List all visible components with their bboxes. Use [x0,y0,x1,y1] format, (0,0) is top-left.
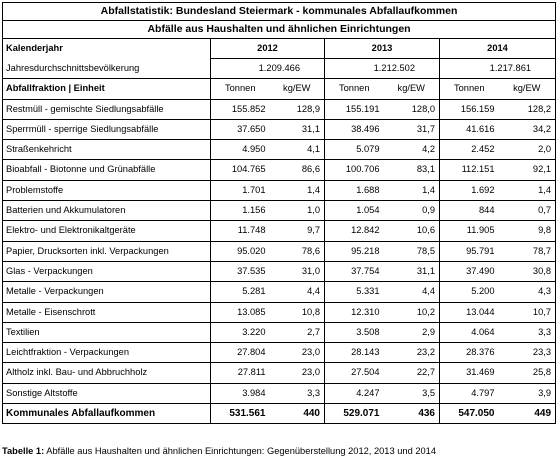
cell-tonnen: 155.191 [325,99,384,119]
cell-tonnen: 1.692 [440,180,499,200]
caption-prefix: Tabelle 1: [2,446,45,456]
table-row [3,322,556,342]
cell-tonnen: 11.748 [211,221,270,241]
cell-tonnen: 1.701 [211,180,270,200]
table-row [3,119,556,139]
unit-tonnen-2014: Tonnen [440,79,499,99]
row-label: Papier, Drucksorten inkl. Verpackungen [3,241,211,261]
cell-tonnen: 156.159 [440,99,499,119]
cell-kg-ew: 1,4 [499,180,556,200]
cell-tonnen: 4.950 [211,140,270,160]
cell-tonnen: 27.504 [325,363,384,383]
cell-tonnen: 531.561 [211,404,270,424]
table-row [3,99,556,119]
cell-kg-ew: 4,1 [270,140,325,160]
cell-kg-ew: 10,7 [499,302,556,322]
table-row [3,160,556,180]
cell-tonnen: 5.281 [211,282,270,302]
row-label: Restmüll - gemischte Siedlungsabfälle [3,99,211,119]
cell-tonnen: 547.050 [440,404,499,424]
table-row [3,201,556,221]
cell-kg-ew: 22,7 [384,363,440,383]
cell-kg-ew: 30,8 [499,261,556,281]
cell-kg-ew: 128,0 [384,99,440,119]
cell-kg-ew: 2,0 [499,140,556,160]
cell-tonnen: 31.469 [440,363,499,383]
cell-kg-ew: 4,3 [499,282,556,302]
cell-tonnen: 100.706 [325,160,384,180]
cell-kg-ew: 31,1 [270,119,325,139]
cell-kg-ew: 23,3 [499,343,556,363]
cell-tonnen: 37.535 [211,261,270,281]
row-label: Metalle - Eisenschrott [3,302,211,322]
table-row [3,282,556,302]
cell-tonnen: 13.044 [440,302,499,322]
cell-tonnen: 104.765 [211,160,270,180]
cell-kg-ew: 2,7 [270,322,325,342]
cell-tonnen: 3.508 [325,322,384,342]
row-label: Bioabfall - Biotonne und Grünabfälle [3,160,211,180]
cell-tonnen: 5.331 [325,282,384,302]
cell-kg-ew: 1,4 [270,180,325,200]
cell-tonnen: 37.650 [211,119,270,139]
cell-tonnen: 1.156 [211,201,270,221]
cell-tonnen: 95.791 [440,241,499,261]
cell-kg-ew: 10,2 [384,302,440,322]
cell-tonnen: 1.688 [325,180,384,200]
cell-kg-ew: 1,4 [384,180,440,200]
unit-tonnen-2012: Tonnen [211,79,270,99]
cell-tonnen: 4.247 [325,383,384,403]
cell-tonnen: 3.984 [211,383,270,403]
cell-kg-ew: 440 [270,404,325,424]
row-label: Metalle - Verpackungen [3,282,211,302]
table-row [3,363,556,383]
table-row [3,383,556,403]
cell-kg-ew: 3,9 [499,383,556,403]
cell-tonnen: 27.811 [211,363,270,383]
cell-tonnen: 4.797 [440,383,499,403]
table-row [3,140,556,160]
caption-text: Abfälle aus Haushalten und ähnlichen Einrichtungen: Gegenüberstellung 2012, 2013 und 2014 [44,446,437,456]
table-row [3,221,556,241]
population-2014: 1.217.861 [440,59,556,79]
row-label: Glas - Verpackungen [3,261,211,281]
cell-kg-ew: 83,1 [384,160,440,180]
cell-kg-ew: 31,7 [384,119,440,139]
cell-kg-ew: 9,7 [270,221,325,241]
cell-kg-ew: 31,1 [384,261,440,281]
unit-kgew-2014: kg/EW [499,79,556,99]
table-row [3,261,556,281]
cell-tonnen: 37.490 [440,261,499,281]
table-row [3,343,556,363]
cell-kg-ew: 9,8 [499,221,556,241]
cell-kg-ew: 0,7 [499,201,556,221]
cell-tonnen: 112.151 [440,160,499,180]
cell-tonnen: 844 [440,201,499,221]
statistics-table-container [2,2,555,424]
cell-kg-ew: 2,9 [384,322,440,342]
row-label: Problemstoffe [3,180,211,200]
cell-tonnen: 11.905 [440,221,499,241]
cell-tonnen: 38.496 [325,119,384,139]
cell-kg-ew: 3,5 [384,383,440,403]
cell-kg-ew: 1,0 [270,201,325,221]
population-2012: 1.209.466 [211,59,325,79]
row-label: Altholz inkl. Bau- und Abbruchholz [3,363,211,383]
table-row [3,241,556,261]
cell-kg-ew: 449 [499,404,556,424]
cell-kg-ew: 25,8 [499,363,556,383]
cell-tonnen: 4.064 [440,322,499,342]
unit-tonnen-2013: Tonnen [325,79,384,99]
cell-kg-ew: 78,6 [270,241,325,261]
cell-kg-ew: 10,8 [270,302,325,322]
cell-kg-ew: 4,4 [270,282,325,302]
cell-tonnen: 28.143 [325,343,384,363]
cell-kg-ew: 10,6 [384,221,440,241]
cell-kg-ew: 23,0 [270,363,325,383]
cell-tonnen: 28.376 [440,343,499,363]
row-label: Batterien und Akkumulatoren [3,201,211,221]
year-2012: 2012 [211,39,325,59]
cell-tonnen: 95.020 [211,241,270,261]
year-label: Kalenderjahr [3,39,211,59]
unit-kgew-2013: kg/EW [384,79,440,99]
cell-kg-ew: 4,2 [384,140,440,160]
cell-kg-ew: 23,0 [270,343,325,363]
waste-statistics-table [2,2,556,424]
cell-kg-ew: 23,2 [384,343,440,363]
cell-kg-ew: 128,9 [270,99,325,119]
cell-kg-ew: 4,4 [384,282,440,302]
cell-tonnen: 27.804 [211,343,270,363]
year-2014: 2014 [440,39,556,59]
cell-kg-ew: 78,7 [499,241,556,261]
fraction-unit-label: Abfallfraktion | Einheit [3,79,211,99]
cell-tonnen: 2.452 [440,140,499,160]
cell-kg-ew: 86,6 [270,160,325,180]
cell-tonnen: 155.852 [211,99,270,119]
row-label: Sperrmüll - sperrige Siedlungsabfälle [3,119,211,139]
population-label: Jahresdurchschnittsbevölkerung [3,59,211,79]
cell-kg-ew: 436 [384,404,440,424]
cell-kg-ew: 3,3 [499,322,556,342]
table-row [3,180,556,200]
row-label: Elektro- und Elektronikaltgeräte [3,221,211,241]
table-title: Abfallstatistik: Bundesland Steiermark - kommunales Abfallaufkommen [3,3,556,21]
cell-tonnen: 95.218 [325,241,384,261]
unit-kgew-2012: kg/EW [270,79,325,99]
cell-kg-ew: 0,9 [384,201,440,221]
cell-tonnen: 5.079 [325,140,384,160]
cell-kg-ew: 31,0 [270,261,325,281]
cell-kg-ew: 3,3 [270,383,325,403]
cell-tonnen: 12.310 [325,302,384,322]
row-label: Textilien [3,322,211,342]
population-2013: 1.212.502 [325,59,440,79]
cell-tonnen: 13.085 [211,302,270,322]
cell-kg-ew: 128,2 [499,99,556,119]
cell-tonnen: 3.220 [211,322,270,342]
table-caption [2,446,436,456]
cell-tonnen: 12.842 [325,221,384,241]
cell-tonnen: 41.616 [440,119,499,139]
row-label: Leichtfraktion - Verpackungen [3,343,211,363]
row-label: Straßenkehricht [3,140,211,160]
year-2013: 2013 [325,39,440,59]
total-row [3,404,556,424]
table-subtitle: Abfälle aus Haushalten und ähnlichen Einrichtungen [3,21,556,39]
cell-kg-ew: 92,1 [499,160,556,180]
row-label: Sonstige Altstoffe [3,383,211,403]
cell-tonnen: 1.054 [325,201,384,221]
cell-kg-ew: 78,5 [384,241,440,261]
cell-tonnen: 529.071 [325,404,384,424]
cell-kg-ew: 34,2 [499,119,556,139]
table-row [3,302,556,322]
cell-tonnen: 5.200 [440,282,499,302]
cell-tonnen: 37.754 [325,261,384,281]
row-label: Kommunales Abfallaufkommen [3,404,211,424]
